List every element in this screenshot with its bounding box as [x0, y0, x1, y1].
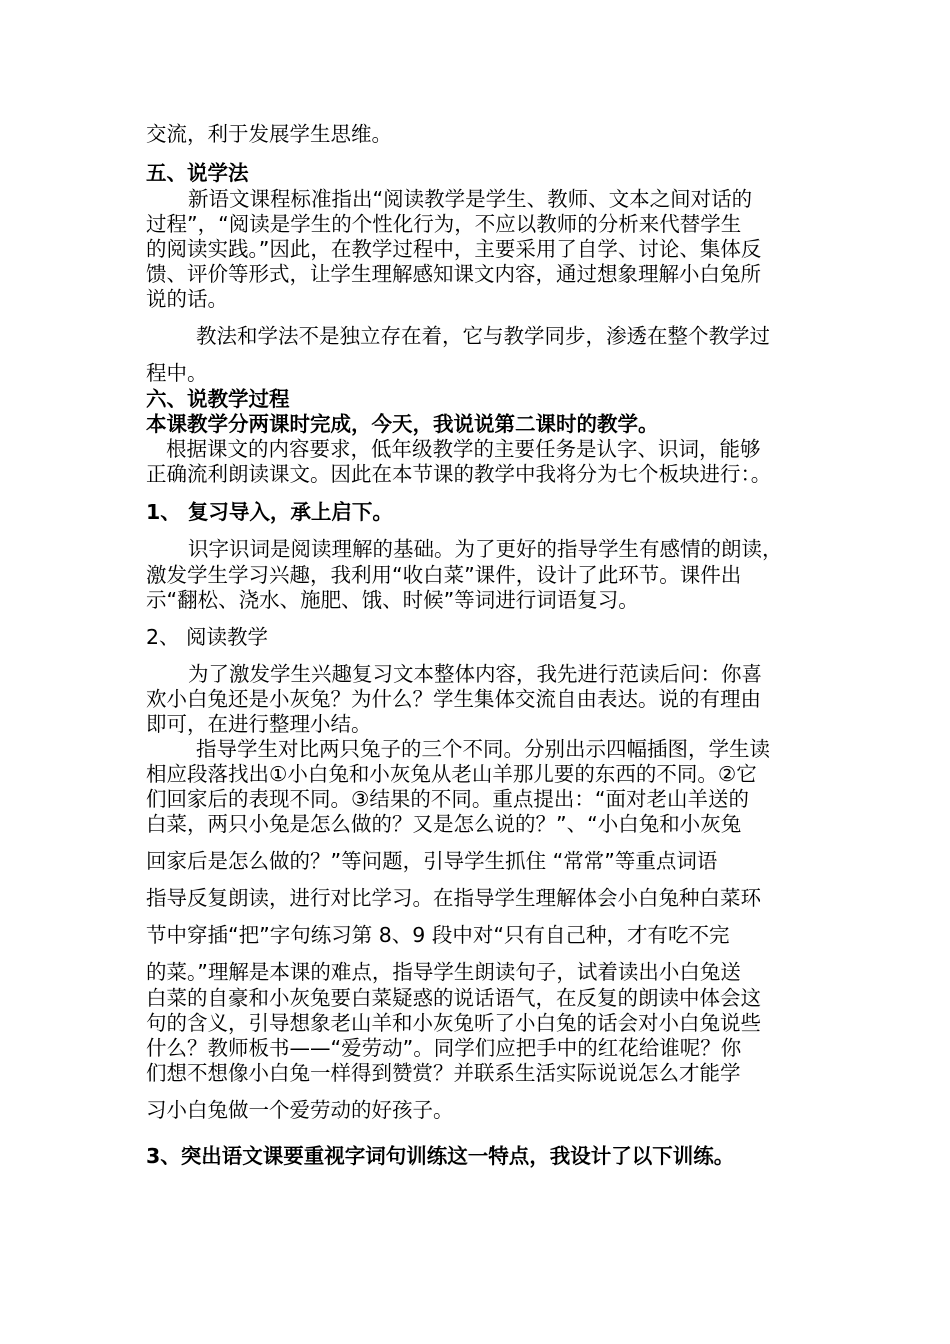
- text-line-28: 节中穿插“把”字句练习第 8、9 段中对“只有自己种，才有吃不完: [146, 923, 730, 947]
- text-line-22: 指导学生对比两只兔子的三个不同。分别出示四幅插图，学生读: [196, 737, 770, 761]
- heading-line-10: 六、说教学过程: [146, 387, 290, 411]
- heading-line-2: 五、说学法: [146, 161, 249, 185]
- text-line-16: 激发学生学习兴趣，我利用“收白菜”课件，设计了此环节。课件出: [146, 563, 742, 587]
- text-line-3: 新语文课程标准指出“阅读教学是学生、教师、文本之间对话的: [188, 187, 753, 211]
- text-line-30: 白菜的自豪和小灰兔要白菜疑惑的说话语气，在反复的朗读中体会这: [146, 986, 761, 1010]
- text-line-15: 识字识词是阅读理解的基础。为了更好的指导学生有感情的朗读，: [188, 537, 783, 561]
- text-line-9: 程中。: [146, 361, 208, 385]
- text-line-20: 欢小白兔还是小灰兔？为什么？学生集体交流自由表达。说的有理由: [146, 687, 761, 711]
- text-line-4: 过程”，“阅读是学生的个性化行为，不应以教师的分析来代替学生: [146, 212, 742, 236]
- text-line-18: 2、 阅读教学: [146, 625, 269, 649]
- text-line-27: 指导反复朗读，进行对比学习。在指导学生理解体会小白兔种白菜环: [146, 886, 761, 910]
- text-line-34: 习小白兔做一个爱劳动的好孩子。: [146, 1098, 454, 1122]
- text-line-13: 正确流利朗读课文。因此在本节课的教学中我将分为七个板块进行：。: [146, 462, 772, 486]
- text-line-1: 交流，利于发展学生思维。: [146, 122, 392, 146]
- heading-line-14: 1、 复习导入，承上启下。: [146, 500, 393, 524]
- heading-line-35: 3、突出语文课要重视字词句训练这一特点，我设计了以下训练。: [146, 1144, 735, 1168]
- text-line-7: 说的话。: [146, 287, 228, 311]
- text-line-24: 们回家后的表现不同。③结果的不同。重点提出：“面对老山羊送的: [146, 787, 749, 811]
- text-line-25: 白菜，两只小兔是怎么做的？又是怎么说的？”、“小白兔和小灰兔: [146, 812, 742, 836]
- text-line-5: 的阅读实践。”因此，在教学过程中，主要采用了自学、讨论、集体反: [146, 237, 762, 261]
- text-line-8: 教法和学法不是独立存在着，它与教学同步，渗透在整个教学过: [196, 324, 770, 348]
- text-line-12: 根据课文的内容要求，低年级教学的主要任务是认字、识词，能够: [166, 437, 761, 461]
- heading-line-11: 本课教学分两课时完成，今天，我说说第二课时的教学。: [146, 412, 659, 436]
- text-line-6: 馈、评价等形式，让学生理解感知课文内容，通过想象理解小白兔所: [146, 262, 761, 286]
- text-line-21: 即可，在进行整理小结。: [146, 712, 372, 736]
- text-line-23: 相应段落找出①小白兔和小灰兔从老山羊那儿要的东西的不同。②它: [146, 762, 757, 786]
- text-line-26: 回家后是怎么做的？”等问题，引导学生抓住 “常常”等重点词语: [146, 849, 718, 873]
- text-line-33: 们想不想像小白兔一样得到赞赏？并联系生活实际说说怎么才能学: [146, 1061, 741, 1085]
- text-line-29: 的菜。”理解是本课的难点，指导学生朗读句子，试着读出小白兔送: [146, 960, 741, 984]
- text-line-17: 示“翻松、浇水、施肥、饿、时候”等词进行词语复习。: [146, 588, 639, 612]
- text-line-31: 句的含义，引导想象老山羊和小灰兔听了小白兔的话会对小白兔说些: [146, 1011, 761, 1035]
- text-line-19: 为了激发学生兴趣复习文本整体内容，我先进行范读后问：你喜: [188, 662, 762, 686]
- text-line-32: 什么？教师板书——“爱劳动”。同学们应把手中的红花给谁呢？你: [146, 1036, 742, 1060]
